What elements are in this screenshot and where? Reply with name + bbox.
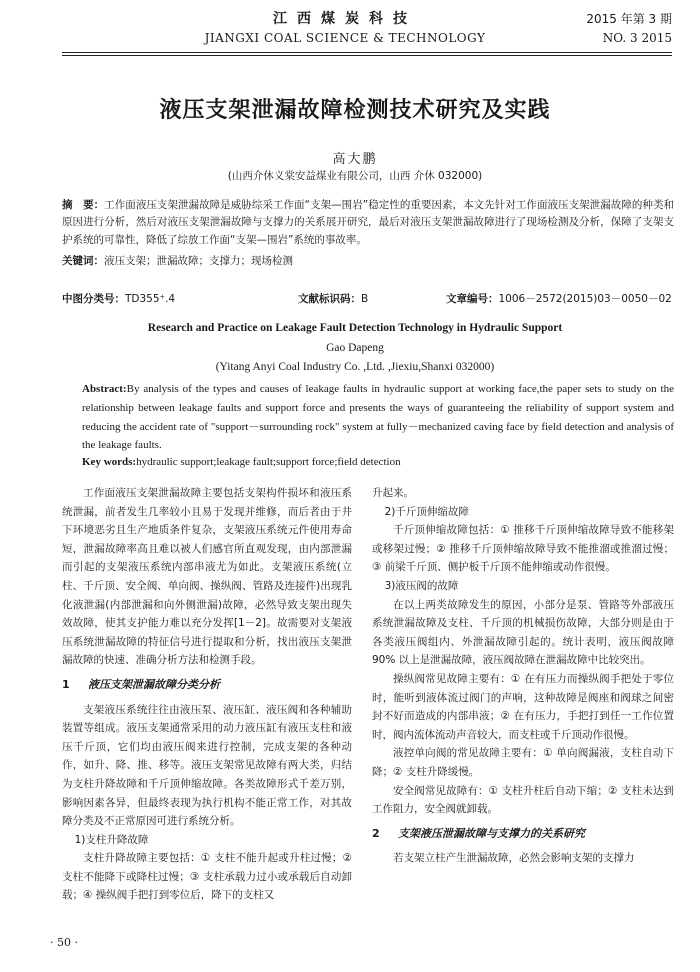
clc-value: TD355⁺.4 — [125, 293, 176, 305]
issue-label-cn: 2015 年第 3 期 — [586, 12, 672, 26]
section-1-number: 1 — [62, 677, 70, 691]
doc-code-label: 文献标识码： — [298, 293, 361, 305]
intro-paragraph: 工作面液压支架泄漏故障主要包括支架构件损坏和液压系统泄漏，前者发生几率较小且易于发现并维修，而后者由于井下环境恶劣且生产地质条件复杂，支架液压系统元件使用寿命短，泄漏故障率高且难以被人们感官所直观发现，由内部泄漏而引起的支架液压系统内部串液尤为如此。支架液压系统(立柱、千斤顶、安全阀、单向阀、操纵阀、管路及连接件)出现乳化液泄漏(内部泄漏和向外侧泄漏)故障，必然导致支架出现失效故障，使其支护能力难以充分发挥[1－2]。故需要对支架液压系统泄漏故障的特征信号进行提取和分析，找出液压支架泄漏故障的快速、准确分析方法和检测手段。 — [62, 487, 352, 667]
keywords-label-cn: 关键词： — [62, 255, 104, 267]
section-1-heading — [62, 676, 352, 695]
header-rule-double — [62, 55, 672, 56]
subheading-3: 3)液压阀的故障 — [384, 579, 459, 592]
clc-label: 中图分类号： — [62, 293, 125, 305]
body-column-left — [62, 484, 352, 905]
affiliation-cn: (山西介休义棠安益煤业有限公司，山西 介休 032000) — [227, 170, 483, 182]
subsection-3-paragraph-1: 在以上两类故障发生的原因，小部分是泵、管路等外部液压系统泄漏故障及支柱、千斤顶的机械损伤故障，大部分则是由于各类液压阀组内、外泄漏故障引起的。统计表明，液压阀故障 90% 以上是泄漏故障，液压阀故障在泄漏故障中比较突出。 — [372, 598, 674, 667]
abstract-en — [82, 380, 674, 455]
issue-label-en: NO. 3 2015 — [602, 31, 672, 45]
clc-code — [62, 291, 175, 306]
article-title-cn: 液压支架泄漏故障检测技术研究及实践 — [159, 98, 551, 123]
abstract-cn — [62, 197, 674, 249]
subsection-2-paragraph: 千斤顶伸缩故障包括：① 推移千斤顶伸缩故障导致不能移架或移架过慢；② 推移千斤顶伸缩故障导致不能推溜或推溜过慢；③ 前梁千斤顶、侧护板千斤顶不能伸缩或动作很慢。 — [372, 524, 674, 574]
keywords-cn — [62, 253, 674, 270]
article-number — [446, 291, 672, 306]
abstract-text-cn: 工作面液压支架泄漏故障是威胁综采工作面“支架—围岩”稳定性的重要因素，本文先针对工作面液压支架泄漏故障的种类和原因进行分析，然后对液压支架泄漏故障与支撑力的关系展开研究，最后对液压支架泄漏故障进行了现场检测及分析，保障了支架支护系统的可靠性，降低了综放工作面“支架—围岩”系统的事故率。 — [62, 199, 674, 246]
document-code — [298, 291, 368, 306]
abstract-text-en: By analysis of the types and causes of leakage faults in hydraulic support at working face,the paper sets to study on the relationship between leakage faults and support force and presents the ways of guaranteeing the reliability of support system and reducing the accident rate of "support－surrounding rock" system at fully－mechanized caving face by field detection and analysis of the leakage faults. — [82, 383, 674, 452]
page-number: · 50 · — [50, 936, 78, 949]
section-2-paragraph: 若支架立柱产生泄漏故障，必然会影响支架的支撑力 — [393, 852, 635, 865]
abstract-label-cn: 摘 要： — [62, 199, 105, 211]
subsection-3-paragraph-2: 操纵阀常见故障主要有：① 在有压力而操纵阀手把处于零位时，能听到液体流过阀门的声响，这种故障是阀座和阀球之间密封不好而造成的内部串液；② 在有压力，手把打到任一工作位置时，阀内流体流动声音较大，而支柱或千斤顶动作很慢。 — [372, 672, 674, 741]
continued-text: 升起来。 — [372, 487, 414, 499]
keywords-text-cn: 液压支架；泄漏故障；支撑力；现场检测 — [104, 255, 293, 267]
author-cn: 高大鹏 — [332, 152, 378, 167]
subsection-1-paragraph: 支柱升降故障主要包括：① 支柱不能升起或升柱过慢；② 支柱不能降下或降柱过慢；③ 支柱承载力过小或承载后自动卸载；④ 操纵阀手把打到零位后，降下的支柱又 — [62, 852, 352, 902]
abstract-label-en: Abstract: — [82, 383, 127, 395]
article-no-label: 文章编号： — [446, 293, 499, 305]
section-1-title: 液压支架泄漏故障分类分析 — [88, 677, 220, 691]
journal-name-en: JIANGXI COAL SCIENCE & TECHNOLOGY — [204, 31, 486, 45]
article-no-value: 1006－2572(2015)03－0050－02 — [498, 293, 672, 305]
subheading-1: 1)支柱升降故障 — [74, 833, 149, 846]
section-2-number: 2 — [372, 826, 380, 840]
body-column-right — [372, 484, 674, 868]
subheading-2: 2)千斤顶伸缩故障 — [384, 505, 469, 518]
section-1-paragraph: 支架液压系统往往由液压泵、液压缸、液压阀和各种辅助装置等组成。液压支架通常采用的动力液压缸有液压支柱和液压千斤顶，它们均由液压阀来进行控制，完成支架的各种动作，如升、降、推、移等。液压支架常见故障有两大类，归结为支柱升降故障和千斤顶伸缩故障。各类故障形式千差万别，影响因素各异，但最终表现为执行机构不能正常工作，对其故障分类及不正常原因可进行系统分析。 — [62, 703, 352, 828]
author-en: Gao Dapeng — [326, 342, 384, 354]
article-title-en: Research and Practice on Leakage Fault Detection Technology in Hydraulic Support — [147, 322, 563, 334]
subsection-3-paragraph-4: 安全阀常见故障有：① 支柱升柱后自动下缩；② 支柱未达到工作阻力，安全阀就卸载。 — [372, 784, 674, 816]
affiliation-en: (Yitang Anyi Coal Industry Co. ,Ltd. ,Jiexiu,Shanxi 032000) — [215, 361, 495, 373]
doc-code-value: B — [361, 293, 369, 305]
subsection-3-paragraph-3: 液控单向阀的常见故障主要有：① 单向阀漏液，支柱自动下降；② 支柱升降缓慢。 — [372, 747, 674, 778]
keywords-en — [82, 456, 674, 468]
section-2-heading — [372, 825, 674, 844]
header-rule — [62, 52, 672, 53]
keywords-label-en: Key words: — [82, 456, 137, 468]
keywords-text-en: hydraulic support;leakage fault;support force;field detection — [136, 456, 401, 468]
journal-name-cn: 江西煤炭科技 — [273, 11, 417, 27]
section-2-title: 支架液压泄漏故障与支撑力的关系研究 — [398, 826, 585, 840]
